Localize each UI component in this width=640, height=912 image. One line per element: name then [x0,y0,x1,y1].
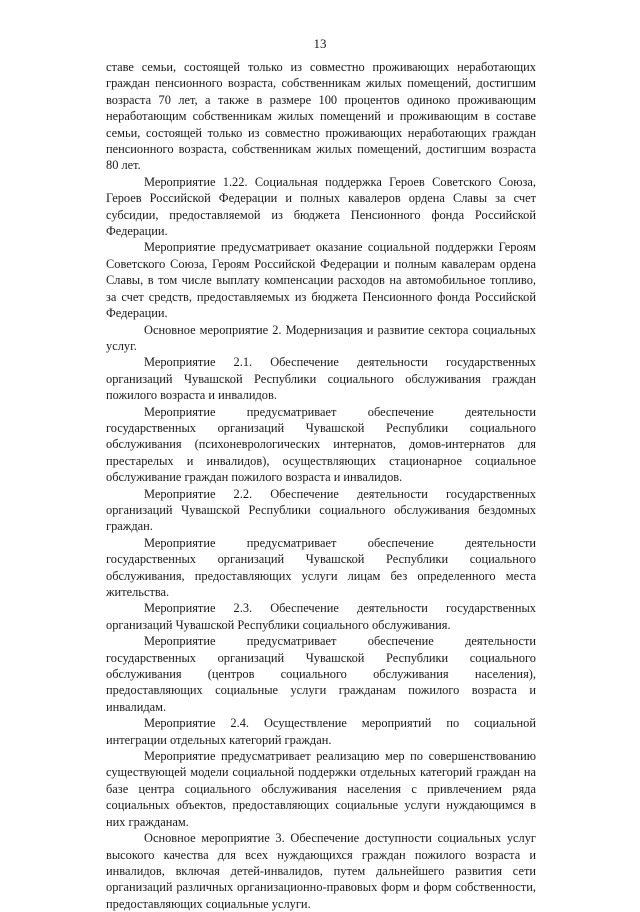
paragraph: Мероприятие 2.2. Обеспечение деятельности государственных организаций Чувашской Республики социального обслуживания бездомных граждан. [106,486,536,534]
paragraph: Мероприятие предусматривает обеспечение деятельности государственных организаций Чувашской Республики социального обслуживания (психоневрологических интернатов, домов-интернатов для престарелых и инвалидов), осуществляющих стационарное социальное обслуживание граждан пожилого возраста и инвалидов. [106,404,536,485]
paragraph: Мероприятие предусматривает обеспечение деятельности государственных организаций Чувашской Республики социального обслуживания, предоставляющих услуги лицам без определенного места жительства. [106,535,536,599]
paragraph: Мероприятие предусматривает обеспечение деятельности государственных организаций Чувашской Республики социального обслуживания (центров социального обслуживания населения), предоставляющих социальные услуги гражданам пожилого возраста и инвалидам. [106,634,536,714]
document-body [106,59,536,912]
paragraph: Мероприятие 2.1. Обеспечение деятельности государственных организаций Чувашской Республики социального обслуживания граждан пожилого возраста и инвалидов. [106,355,536,403]
paragraph: ставе семьи, состоящей только из совместно проживающих неработающих граждан пенсионного возраста, собственникам жилых помещений, достигшим возраста 70 лет, а также в размере 100 процентов одиноко проживающим неработающим собственникам жилых помещений и проживающим в составе семьи, состоящей только из совместно проживающих неработающих граждан пенсионного возраста, собственникам жилых помещений, достигшим возраста 80 лет. [106,60,536,173]
paragraph: Мероприятие 2.4. Осуществление мероприятий по социальной интеграции отдельных категорий граждан. [106,716,536,747]
paragraph: Мероприятие предусматривает реализацию мер по совершенствованию существующей модели социальной поддержки отдельных категорий граждан на базе центра социального обслуживания населения с привлечением ряда социальных объектов, предоставляющих социальные услуги нуждающимся в них гражданам. [106,749,536,829]
paragraph: Мероприятие 2.3. Обеспечение деятельности государственных организаций Чувашской Республики социального обслуживания. [106,601,536,632]
paragraph: Мероприятие 1.22. Социальная поддержка Героев Советского Союза, Героев Российской Федерации и полных кавалеров ордена Славы за счет субсидии, предоставляемой из бюджета Пенсионного фонда Российской Федерации. [106,174,536,239]
page-number: 13 [313,36,327,51]
section-heading: Основное мероприятие 2. Модернизация и развитие сектора социальных услуг. [106,322,536,353]
paragraph: Мероприятие предусматривает оказание социальной поддержки Героям Советского Союза, Героям Российской Федерации и полным кавалерам ордена Славы, в том числе выплату компенсации расходов на автомобильное топливо, за счет средств, предоставляемых из бюджета Пенсионного фонда Российской Федерации. [106,240,536,321]
section-heading: Основное мероприятие 3. Обеспечение доступности социальных услуг высокого качества для всех нуждающихся граждан пожилого возраста и инвалидов, включая детей-инвалидов, путем дальнейшего развития сети организаций различных организационно-правовых форм и форм собственности, предоставляющих социальные услуги. [106,831,536,911]
